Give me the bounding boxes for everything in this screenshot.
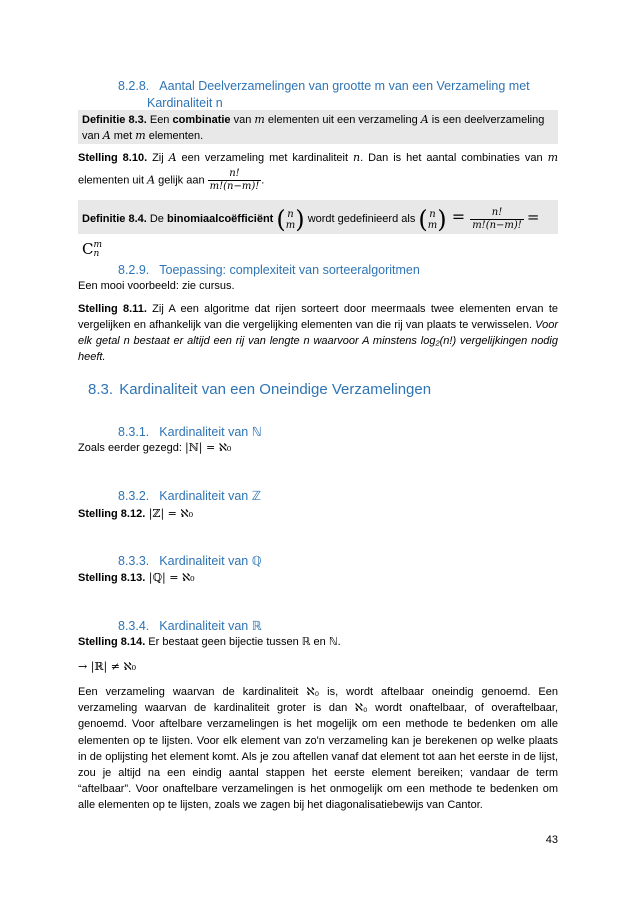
text: elementen uit [78,174,148,187]
page-number: 43 [545,834,558,846]
theorem-8-14 [78,634,558,650]
section-title: Toepassing: complexiteit van sorteeralgoritmen [159,263,420,277]
section-number: 8.3.3. [118,554,150,568]
theorem-label: Stelling 8.14. [78,636,146,648]
theorem-label: Stelling 8.10. [78,152,148,164]
text: van [230,114,255,126]
text: met [110,130,136,142]
binom-bottom: m [427,219,438,231]
theorem-8-11 [78,301,558,365]
theorem-8-12 [78,506,558,522]
text: De [146,213,167,225]
section-title: Kardinaliteit van ℝ [159,619,262,633]
section-title: Aantal Deelverzamelingen van grootte m van een Verzameling met [159,79,530,93]
section-number: 8.2.8. [118,79,150,93]
text: Zoals eerder gezegd: [78,442,186,454]
c-subscript: n [93,249,100,260]
c-superscript: m [93,240,103,251]
binom-top: n [429,208,436,220]
text: elementen uit een verzameling [264,114,421,126]
binomial: ( n m ) [418,205,447,234]
section-title: Kardinaliteit van een Oneindige Verzamelingen [119,381,432,398]
term-bold: combinatie [172,114,231,126]
term-bold: binomiaalcoëfficiënt [166,213,274,225]
theorem-label: Stelling 8.12. [78,508,146,520]
italic-text: Voor elk getal n bestaat er altijd een rij van lengte n waarvoor A minstens log₂(n!) vergelijkingen nodig heeft. [78,319,558,363]
equals-c: = C [82,208,540,259]
math-var: A [102,129,111,142]
section-heading-8-2-9 [118,262,420,279]
text: een verzameling met kardinaliteit [176,152,353,164]
math-var: m [254,113,265,126]
text: Zij [147,152,169,164]
fraction [208,168,265,193]
theorem-8-13 [78,570,558,586]
text: Zij A een algoritme dat rijen sorteert door meermaals twee elementen ervan te vergelijken en afhankelijk van die vergelijking elementen van die rij van plaats te verwisselen. [78,303,559,331]
text: Een [146,114,173,126]
section-number: 8.3.2. [118,489,150,503]
section-number: 8.3. [88,381,114,398]
theorem-8-10 [78,148,558,193]
section-number: 8.2.9. [118,263,150,277]
definition-label: Definitie 8.4. [82,213,147,225]
section-heading-8-2-8 [118,78,530,95]
section-title: Kardinaliteit van ℕ [159,425,262,439]
definition-8-3 [78,110,558,144]
section-heading-8-3 [88,380,431,400]
section-heading-8-3-2 [118,488,261,505]
paragraph-cardinality: Een verzameling waarvan de kardinaliteit ℵ₀ is, wordt aftelbaar oneindig genoemd. Een verzameling waarvan de kardinaliteit groter is dan ℵ₀ wordt onaftelbaar, of overaftelbaar, genoemd. Voor aftelbare verzamelingen is het mogelijk om een methode te bedenken om alle elementen op te lijsten. Voor elk element van zo'n verzameling kan je berekenen op welke plaats in de oplijsting het element komt. Als je zou aftellen vanaf dat element tot aan het eerste in de lijst, zou je altijd na een eindig aantal stappen het eerste element bereiken; vandaar de term “aftelbaar”. Voor onaftelbare verzamelingen is het onmogelijk om een methode te bedenken om alle elementen op te lijsten, zoals we zagen bij het diagonalisatiebewijs van Cantor. [78,686,558,812]
theorem-label: Stelling 8.11. [78,303,147,315]
section-title: Kardinaliteit van ℚ [159,554,262,568]
numerator: n! [470,207,524,220]
math-expression: |ℚ| = ℵ₀ [145,571,195,584]
math-var: n [352,151,361,164]
numerator: n! [208,168,262,181]
math-var: A [168,151,177,164]
section-title: Kardinaliteit van ℤ [159,489,262,503]
math-expression: |ℤ| = ℵ₀ [145,507,194,520]
math-var: m [547,151,558,164]
text: . Dan is het aantal combinaties van [360,152,548,164]
fraction [470,207,524,232]
definition-8-4: Definitie 8.4. De binomiaalcoëfficiënt ( n m ) wordt gedefinieerd als ( n m ) = $\frac{n!}{m!(n-m)!}$ = C m n [78,200,558,234]
section-heading-8-3-3 [118,553,262,570]
denominator: m!(n−m)! [472,219,522,231]
paragraph: Een mooi voorbeeld: zie cursus. [78,280,235,292]
arrow-statement: → |ℝ| ≠ ℵ₀ [78,660,137,673]
section-number: 8.3.1. [118,425,150,439]
section-number: 8.3.4. [118,619,150,633]
definition-label: Definitie 8.3. [82,114,147,126]
theorem-label: Stelling 8.13. [78,572,146,584]
text: wordt gedefinieerd als [304,213,419,225]
section-title-cont: Kardinaliteit n [147,96,223,110]
binomial: ( n m ) [276,205,305,234]
text: Er bestaat geen bijectie tussen ℝ en ℕ. [145,636,341,648]
section-heading-8-3-4 [118,618,262,635]
denominator: m!(n−m)! [209,181,260,192]
section-heading-8-3-1 [118,424,262,441]
math-var: m [135,129,146,142]
math-var: A [147,173,156,187]
text: is een deelverzameling van [82,114,545,142]
math-var: A [420,113,429,126]
binom-top: n [287,208,294,220]
paragraph [78,440,558,456]
text: elementen. [145,130,204,142]
text: gelijk aan [155,174,208,187]
binom-bottom: m [285,219,296,231]
math-expression: |ℕ| = ℵ₀ [185,441,232,454]
text: . [261,174,265,187]
